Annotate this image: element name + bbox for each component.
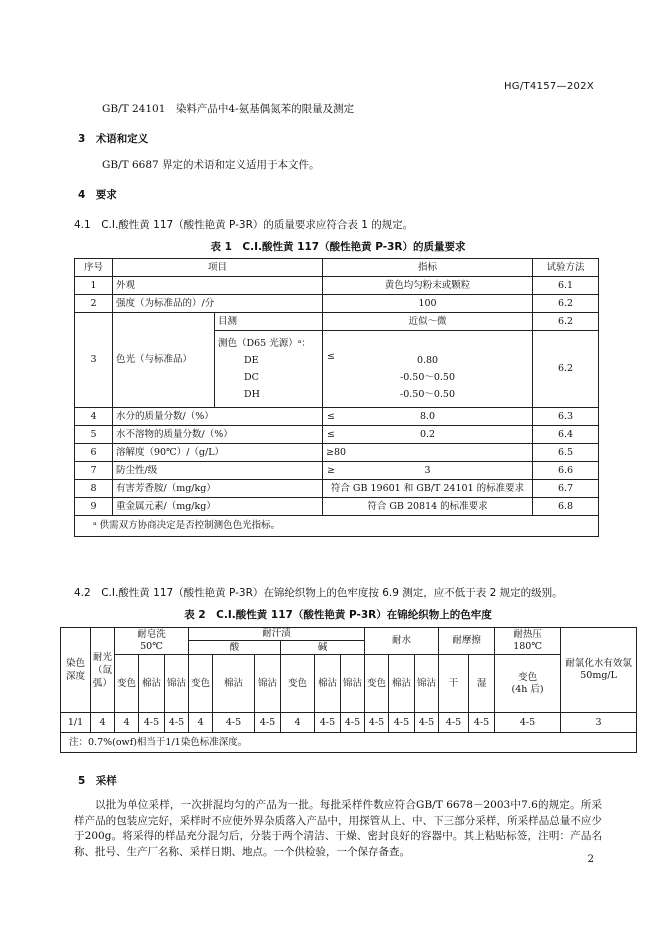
header-water: 耐水 — [365, 628, 439, 655]
table-2-note: 注：0.7%(owf)相当于1/1染色标准深度。 — [61, 733, 637, 753]
sub-nylon: 锦沾 — [255, 655, 281, 713]
row-item: 有害芳香胺/（mg/kg） — [113, 480, 323, 498]
header-index: 指标 — [323, 259, 533, 277]
section-5-paragraph: 以批为单位采样，一次拼混均匀的产品为一批。每批采样件数应符合GB/T 6678－2003中7.6的规定。所采样产品的包装应完好，采样时不应使外界杂质落入产品中，用探管从上、中、下三部分采样，所采样品总量不应少于200g。将采得的样品充分混匀后，分装于两个清洁、干燥、密封良好的容器中。其上粘贴标签，注明：产品名称、批号、生产厂名称、采样日期、地点。一个供检验，一个保存备查。 — [74, 799, 602, 858]
table-row — [75, 444, 599, 462]
row-index — [323, 444, 533, 462]
sub-item-visual: 目测 — [215, 313, 323, 331]
cell-value: 4 — [281, 713, 315, 733]
colorimetry-index — [323, 331, 533, 408]
table-1-header-row — [75, 259, 599, 277]
row-method: 6.7 — [533, 480, 599, 498]
row-item: 水不溶物的质量分数/（%） — [113, 426, 323, 444]
table-2-title: 表 2 C.I.酸性黄 117（酸性艳黄 P-3R）在锦纶织物上的色牢度 — [184, 609, 492, 621]
table-row — [75, 295, 599, 313]
sub-item-visual-method: 6.2 — [533, 313, 599, 331]
table-row — [61, 713, 637, 733]
document-code: HG/T4157—202X — [503, 81, 594, 92]
header-acid: 酸 — [189, 641, 281, 655]
table-row — [75, 426, 599, 444]
sub-cotton: 棉沾 — [213, 655, 255, 713]
sub-press-change — [495, 655, 561, 713]
table-2-note-row — [61, 733, 637, 753]
row-item: 防尘性/级 — [113, 462, 323, 480]
row-no: 1 — [75, 277, 113, 295]
cell-value: 4-5 — [495, 713, 561, 733]
row-sign: ≤ — [327, 428, 335, 440]
table-2 — [60, 627, 637, 753]
table-1-footnote: ᵃ 供需双方协商决定是否控制测色色光指标。 — [75, 516, 599, 537]
de-value: 0.80 — [416, 355, 439, 366]
row-item: 水分的质量分数/（%） — [113, 408, 323, 426]
row-index: 黄色均匀粉末或颗粒 — [323, 277, 533, 295]
cell-value: 4-5 — [439, 713, 469, 733]
row-no: 8 — [75, 480, 113, 498]
row-item: 重金属元素/（mg/kg） — [113, 498, 323, 516]
row-no: 3 — [75, 313, 113, 408]
reference-line: GB/T 24101 染料产品中4-氨基偶氮苯的限量及测定 — [102, 103, 355, 115]
sub-press-change-label: 变色 — [518, 671, 538, 683]
header-no: 序号 — [75, 259, 113, 277]
row-no: 5 — [75, 426, 113, 444]
dc-value: -0.50～0.50 — [400, 372, 456, 383]
cell-value: 4-5 — [365, 713, 389, 733]
row-no: 4 — [75, 408, 113, 426]
header-light: 耐光（氙弧） — [91, 628, 115, 713]
table-row — [75, 408, 599, 426]
sub-nylon: 锦沾 — [415, 655, 439, 713]
header-press-label: 耐热压 — [513, 629, 542, 640]
table-row — [75, 498, 599, 516]
row-no: 6 — [75, 444, 113, 462]
row-index: 符合 GB 20814 的标准要求 — [323, 498, 533, 516]
row-index — [323, 408, 533, 426]
dc-label: DC — [244, 372, 259, 383]
sub-nylon: 锦沾 — [165, 655, 189, 713]
header-soap-temp: 50℃ — [140, 641, 163, 652]
table-2-header-row-1 — [61, 628, 637, 641]
colorimetry-label: 测色（D65 光源）ᵃ： — [218, 338, 311, 349]
cell-value: 4-5 — [165, 713, 189, 733]
row-method: 6.3 — [533, 408, 599, 426]
sub-dry: 干 — [439, 655, 469, 713]
sub-change: 变色 — [365, 655, 389, 713]
de-sign: ≤ — [327, 351, 335, 362]
page-number: 2 — [587, 854, 594, 865]
row-item: 强度（为标准品的）/分 — [113, 295, 323, 313]
table-row — [75, 462, 599, 480]
cell-value: 4-5 — [341, 713, 365, 733]
cell-value: 4-5 — [315, 713, 341, 733]
header-soap-label: 耐皂洗 — [137, 629, 166, 640]
sub-press-hours: (4h 后) — [511, 683, 544, 695]
sub-wet: 湿 — [469, 655, 495, 713]
table-1-title: 表 1 C.I.酸性黄 117（酸性艳黄 P-3R）的质量要求 — [210, 241, 466, 253]
row-index-value: 0.2 — [419, 428, 436, 440]
row-index-value: 3 — [424, 464, 431, 476]
row-method: 6.2 — [533, 295, 599, 313]
row-no: 2 — [75, 295, 113, 313]
section-3-text: GB/T 6687 界定的术语和定义适用于本文件。 — [102, 159, 320, 171]
row-sign: ≥80 — [326, 446, 347, 458]
header-method: 试验方法 — [533, 259, 599, 277]
cell-value: 4-5 — [213, 713, 255, 733]
cell-value: 4 — [189, 713, 213, 733]
header-item: 项目 — [113, 259, 323, 277]
sub-change: 变色 — [115, 655, 139, 713]
sub-change: 变色 — [189, 655, 213, 713]
section-4-title: 4 要求 — [78, 189, 117, 201]
header-chlorine: 耐氯化水有效氯50mg/L — [561, 628, 637, 713]
sub-item-colorimetry — [215, 331, 323, 408]
table-row — [75, 277, 599, 295]
header-press-temp: 180℃ — [513, 641, 542, 652]
row-method: 6.5 — [533, 444, 599, 462]
row-item: 溶解度（90℃）/（g/L） — [113, 444, 323, 462]
row-index-value: 8.0 — [419, 410, 436, 422]
row-sign: ≥ — [327, 464, 335, 476]
dh-label: DH — [244, 389, 260, 400]
row-method: 6.8 — [533, 498, 599, 516]
row-method: 6.6 — [533, 462, 599, 480]
section-3-title: 3 术语和定义 — [78, 133, 149, 145]
row-sign: ≤ — [327, 410, 335, 422]
row-method: 6.1 — [533, 277, 599, 295]
sub-item-visual-index: 近似～微 — [323, 313, 533, 331]
dh-value: -0.50～0.50 — [400, 389, 456, 400]
header-depth: 染色深度 — [61, 628, 91, 713]
cell-value: 1/1 — [61, 713, 91, 733]
row-index: 100 — [323, 295, 533, 313]
header-sweat: 耐汗渍 — [189, 628, 365, 641]
sub-cotton: 棉沾 — [139, 655, 165, 713]
cell-value: 4-5 — [255, 713, 281, 733]
header-press — [495, 628, 561, 655]
section-5-title: 5 采样 — [78, 775, 117, 787]
table-1 — [74, 258, 599, 537]
cell-value: 4-5 — [389, 713, 415, 733]
table-2-header-row-3 — [61, 655, 637, 713]
de-label: DE — [244, 355, 259, 366]
sub-nylon: 锦沾 — [341, 655, 365, 713]
row-index — [323, 426, 533, 444]
cell-value: 4-5 — [469, 713, 495, 733]
cell-value: 4 — [115, 713, 139, 733]
header-soap — [115, 628, 189, 655]
row-no: 9 — [75, 498, 113, 516]
sub-cotton: 棉沾 — [315, 655, 341, 713]
row-method: 6.4 — [533, 426, 599, 444]
table-row — [75, 480, 599, 498]
cell-value: 4-5 — [415, 713, 439, 733]
section-4-2-text: 4.2 C.I.酸性黄 117（酸性艳黄 P-3R）在锦纶织物上的色牢度按 6.9 测定，应不低于表 2 规定的级别。 — [74, 587, 563, 599]
row-item: 色光（与标准品） — [113, 313, 215, 408]
table-row — [75, 313, 599, 331]
row-index: 符合 GB 19601 和 GB/T 24101 的标准要求 — [323, 480, 533, 498]
header-rub: 耐摩擦 — [439, 628, 495, 655]
sub-cotton: 棉沾 — [389, 655, 415, 713]
row-item: 外观 — [113, 277, 323, 295]
section-4-1-text: 4.1 C.I.酸性黄 117（酸性艳黄 P-3R）的质量要求应符合表 1 的规定。 — [74, 219, 414, 231]
cell-value: 4 — [91, 713, 115, 733]
row-index — [323, 462, 533, 480]
cell-value: 3 — [561, 713, 637, 733]
sub-change: 变色 — [281, 655, 315, 713]
cell-value: 4-5 — [139, 713, 165, 733]
table-1-footnote-row — [75, 516, 599, 537]
row-no: 7 — [75, 462, 113, 480]
colorimetry-method: 6.2 — [533, 331, 599, 408]
header-alkali: 碱 — [281, 641, 365, 655]
